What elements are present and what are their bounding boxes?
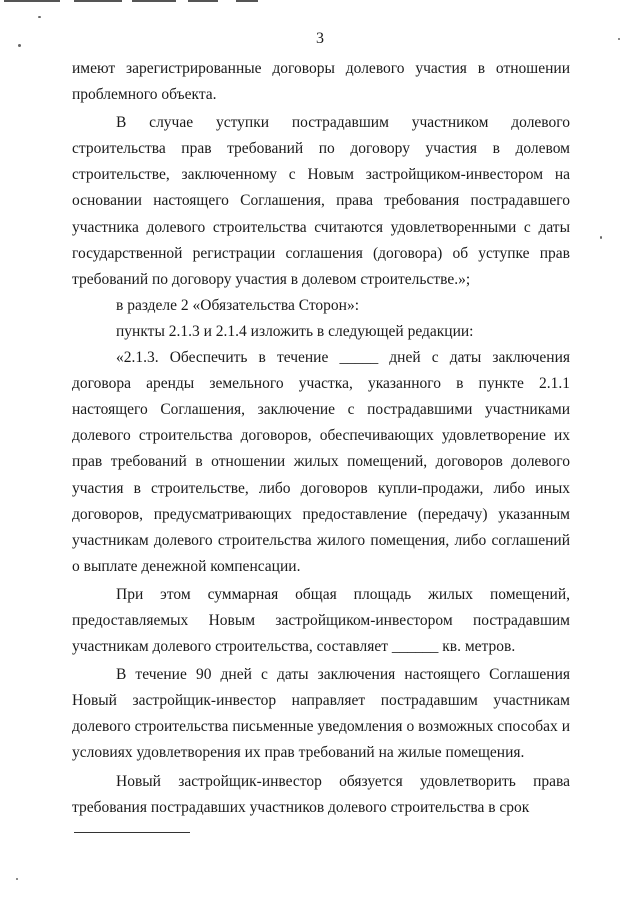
paragraph-continuation: имеют зарегистрированные договоры долевого участия в отношении проблемного объекта. [72,60,570,104]
paragraph-clause-2-1-3: «2.1.3. Обеспечить в течение _____ дней с даты заключения договора аренды земельного участка, указанного в пункте 2.1.1 настоящего Соглашения, заключение с пострадавшими участниками долевого строительства договоров, обеспечивающих удовлетворение их прав требований в отношении жилых помещений, договоров долевого участия в строительстве, либо договоров купли-продажи, либо иных договоров, предусматривающих предоставление (передачу) указанным участникам долевого строительства жилого помещения, либо соглашений о выплате денежной компенсации. [72,349,570,575]
paragraph-section-2: в разделе 2 «Обязательства Сторон»: [116,296,360,314]
paragraph-assignment: В случае уступки пострадавшим участником долевого строительства прав требований по договору участия в долевом строительстве, заключенному с Новым застройщиком-инвестором на основании настоящего Соглашения, права требования пострадавшего участника долевого строительства считаются удовлетворенными с даты государственной регистрации соглашения (договора) об уступке прав требований по договору участия в долевом строительстве.»; [72,114,570,288]
paragraph-notification: В течение 90 дней с даты заключения настоящего Соглашения Новый застройщик-инвестор направляет пострадавшим участникам долевого строительства письменные уведомления о возможных способах и условиях удовлетворения их прав требований на жилые помещения. [72,666,570,762]
paragraph-obligation: Новый застройщик-инвестор обязуется удовлетворить права требования пострадавших участников долевого строительства в срок [72,772,570,816]
paragraph-items-edit: пункты 2.1.3 и 2.1.4 изложить в следующей редакции: [116,322,474,340]
scan-edge-marks [0,0,640,8]
page-number: 3 [316,30,324,47]
scan-speck [16,878,18,880]
blank-underline [74,832,190,833]
scan-speck [38,16,41,18]
scan-speck [600,236,602,239]
document-body [72,56,570,821]
paragraph-total-area: При этом суммарная общая площадь жилых помещений, предоставляемых Новым застройщиком-инвестором пострадавшим участникам долевого строительства, составляет ______ кв. метров. [72,585,570,656]
